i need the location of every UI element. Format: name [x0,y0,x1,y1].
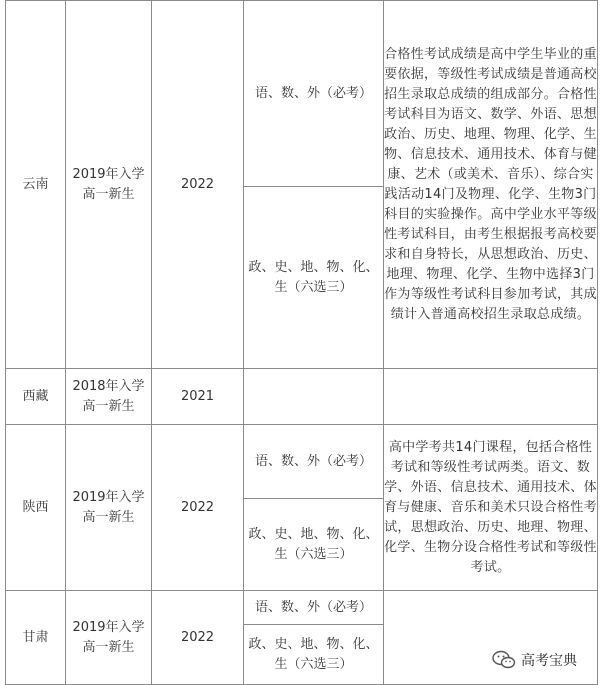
elective-subjects-cell: 政、史、地、物、化、生（六选三） [244,187,384,369]
exam-year-cell: 2022 [152,425,244,591]
cohort-cell [66,591,152,685]
cohort-grade: 高一新生 [82,186,135,202]
compulsory-subjects-cell: 语、数、外（必考） [244,1,384,187]
wechat-icon [492,650,516,670]
policy-note-cell: 高中学考共14门课程，包括合格性考试和等级性考试两类。语文、数学、外语、信息技术、通用技术、体育与健康、音乐和美术只设合格性考试，思想政治、历史、地理、物理、化学、生物分设合格性考试和等级性考试。 [384,425,598,591]
policy-note-cell [384,591,598,685]
cohort-grade: 高一新生 [82,398,135,414]
empty-subjects-cell [244,369,384,425]
cohort-year: 2019年入学 [72,619,145,635]
empty-note-cell [384,369,598,425]
province-cell: 云南 [6,1,66,369]
watermark-text: 高考宝典 [521,653,577,669]
table-row [6,1,598,187]
cohort-grade: 高一新生 [82,509,135,525]
table-row [6,591,598,625]
policy-note-cell: 合格性考试成绩是高中学生毕业的重要依据，等级性考试成绩是普通高校招生录取总成绩的组成部分。合格性考试科目为语文、数学、外语、思想政治、历史、地理、物理、化学、生物、信息技术、通用技术、体育与健康、艺术（或美术、音乐）、综合实践活动14门及物理、化学、生物3门科目的实验操作。高中学业水平等级性考试科目，由考生根据报考高校要求和自身特长，从思想政治、历史、地理、物理、化学、生物中选择3门作为等级性考试科目参加考试，其成绩计入普通高校招生录取总成绩。 [384,1,598,369]
cohort-cell [66,425,152,591]
cohort-year: 2019年入学 [72,166,145,182]
cohort-cell [66,369,152,425]
province-cell: 甘肃 [6,591,66,685]
exam-year-cell: 2022 [152,1,244,369]
exam-policy-table [5,0,598,685]
province-cell: 西藏 [6,369,66,425]
cohort-year: 2018年入学 [72,378,145,394]
watermark [492,650,577,670]
table-row [6,369,598,425]
elective-subjects-cell: 政、史、地、物、化、生（六选三） [244,625,384,685]
cohort-grade: 高一新生 [82,639,135,655]
compulsory-subjects-cell: 语、数、外（必考） [244,425,384,499]
table-row [6,425,598,499]
elective-subjects-cell: 政、史、地、物、化、生（六选三） [244,499,384,591]
cohort-cell [66,1,152,369]
exam-year-cell: 2021 [152,369,244,425]
cohort-year: 2019年入学 [72,489,145,505]
compulsory-subjects-cell: 语、数、外（必考） [244,591,384,625]
exam-year-cell: 2022 [152,591,244,685]
province-cell: 陕西 [6,425,66,591]
